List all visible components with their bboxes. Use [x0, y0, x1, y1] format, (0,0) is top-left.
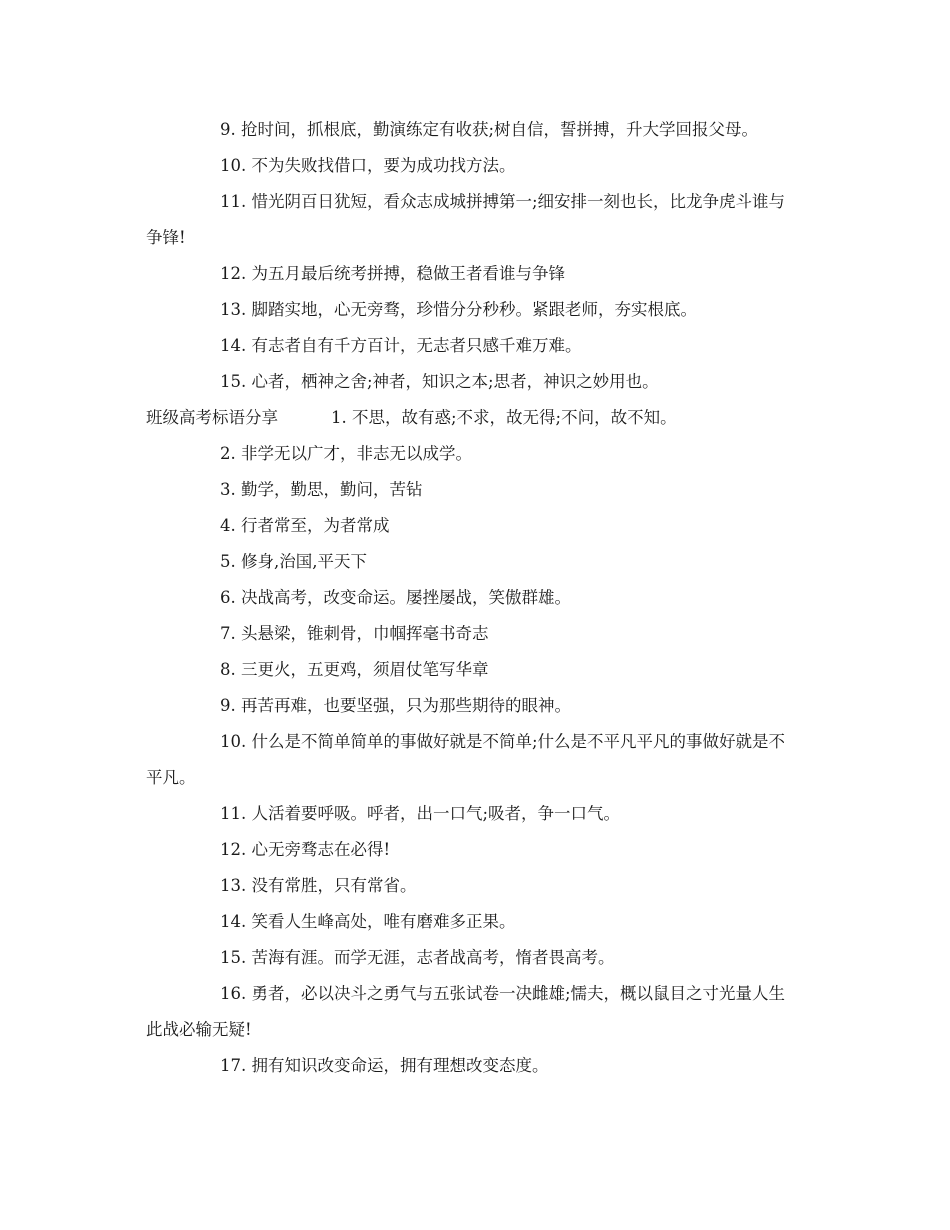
list-item — [146, 184, 796, 256]
list-item — [146, 328, 796, 364]
item-text: 抢时间，抓根底，勤演练定有收获;树自信，誓拼搏，升大学回报父母。 — [241, 120, 759, 139]
item-number: 8. — [220, 660, 236, 679]
item-text: 非学无以广才，非志无以成学。 — [241, 444, 472, 463]
item-text: 不为失败找借口，要为成功找方法。 — [251, 156, 516, 175]
item-text: 惜光阴百日犹短，看众志成城拼搏第一;细安排一刻也长，比龙争虎斗谁与争锋! — [146, 192, 786, 247]
list-item — [146, 472, 796, 508]
item-number: 15. — [220, 372, 247, 391]
list-item — [146, 364, 796, 400]
item-number: 14. — [220, 912, 247, 931]
list-item — [146, 940, 796, 976]
section-title: 班级高考标语分享 — [146, 408, 278, 427]
item-text: 不思，故有惑;不求，故无得;不问，故不知。 — [352, 408, 677, 427]
item-text: 为五月最后统考拼搏，稳做王者看谁与争锋 — [251, 264, 565, 283]
item-number: 5. — [220, 552, 236, 571]
list-item — [146, 868, 796, 904]
item-text: 人活着要呼吸。呼者，出一口气;吸者，争一口气。 — [251, 804, 621, 823]
list-item — [146, 796, 796, 832]
list-item — [146, 688, 796, 724]
item-text: 修身,治国,平天下 — [241, 552, 367, 571]
item-text: 三更火，五更鸡，须眉仗笔写华章 — [241, 660, 489, 679]
list-item — [146, 292, 796, 328]
item-text: 心无旁骛志在必得! — [251, 840, 391, 859]
item-text: 苦海有涯。而学无涯，志者战高考，惰者畏高考。 — [251, 948, 615, 967]
item-number: 16. — [220, 984, 247, 1003]
list-item — [146, 616, 796, 652]
item-text: 没有常胜，只有常省。 — [251, 876, 417, 895]
list-item — [146, 724, 796, 796]
item-text: 勤学，勤思，勤问，苦钻 — [241, 480, 423, 499]
item-number: 4. — [220, 516, 236, 535]
item-number: 15. — [220, 948, 247, 967]
item-text: 拥有知识改变命运，拥有理想改变态度。 — [251, 1056, 549, 1075]
item-number: 13. — [220, 876, 247, 895]
item-number: 11. — [220, 192, 247, 211]
list-item — [146, 1048, 796, 1084]
list-item — [146, 508, 796, 544]
list-item — [146, 652, 796, 688]
item-text: 决战高考，改变命运。屡挫屡战，笑傲群雄。 — [241, 588, 571, 607]
item-number: 13. — [220, 300, 247, 319]
item-number: 3. — [220, 480, 236, 499]
item-number: 10. — [220, 732, 247, 751]
item-number: 17. — [220, 1056, 247, 1075]
item-number: 6. — [220, 588, 236, 607]
item-text: 行者常至，为者常成 — [241, 516, 390, 535]
item-text: 什么是不简单简单的事做好就是不简单;什么是不平凡平凡的事做好就是不平凡。 — [146, 732, 786, 787]
item-number: 2. — [220, 444, 236, 463]
document-body — [146, 112, 796, 1084]
item-number: 12. — [220, 840, 247, 859]
item-number: 9. — [220, 696, 236, 715]
section-heading-line — [146, 400, 796, 436]
list-item — [146, 256, 796, 292]
item-number: 7. — [220, 624, 236, 643]
item-text: 笑看人生峰高处，唯有磨难多正果。 — [251, 912, 516, 931]
list-item — [146, 544, 796, 580]
item-number: 9. — [220, 120, 236, 139]
item-text: 勇者，必以决斗之勇气与五张试卷一决雌雄;懦夫，概以鼠目之寸光量人生此战必输无疑! — [146, 984, 786, 1039]
item-text: 脚踏实地，心无旁骛，珍惜分分秒秒。紧跟老师，夯实根底。 — [251, 300, 697, 319]
list-item — [146, 832, 796, 868]
item-number: 11. — [220, 804, 247, 823]
list-item — [146, 580, 796, 616]
list-item — [146, 904, 796, 940]
list-item — [146, 976, 796, 1048]
list-item — [146, 436, 796, 472]
item-text: 再苦再难，也要坚强，只为那些期待的眼神。 — [241, 696, 571, 715]
list-item — [146, 148, 796, 184]
item-number: 14. — [220, 336, 247, 355]
item-number: 12. — [220, 264, 247, 283]
item-text: 有志者自有千方百计，无志者只感千难万难。 — [251, 336, 582, 355]
item-text: 心者，栖神之舍;神者，知识之本;思者，神识之妙用也。 — [251, 372, 659, 391]
item-number: 10. — [220, 156, 247, 175]
item-text: 头悬梁，锥刺骨，巾帼挥毫书奇志 — [241, 624, 489, 643]
item-number: 1. — [331, 408, 347, 427]
list-item — [146, 112, 796, 148]
